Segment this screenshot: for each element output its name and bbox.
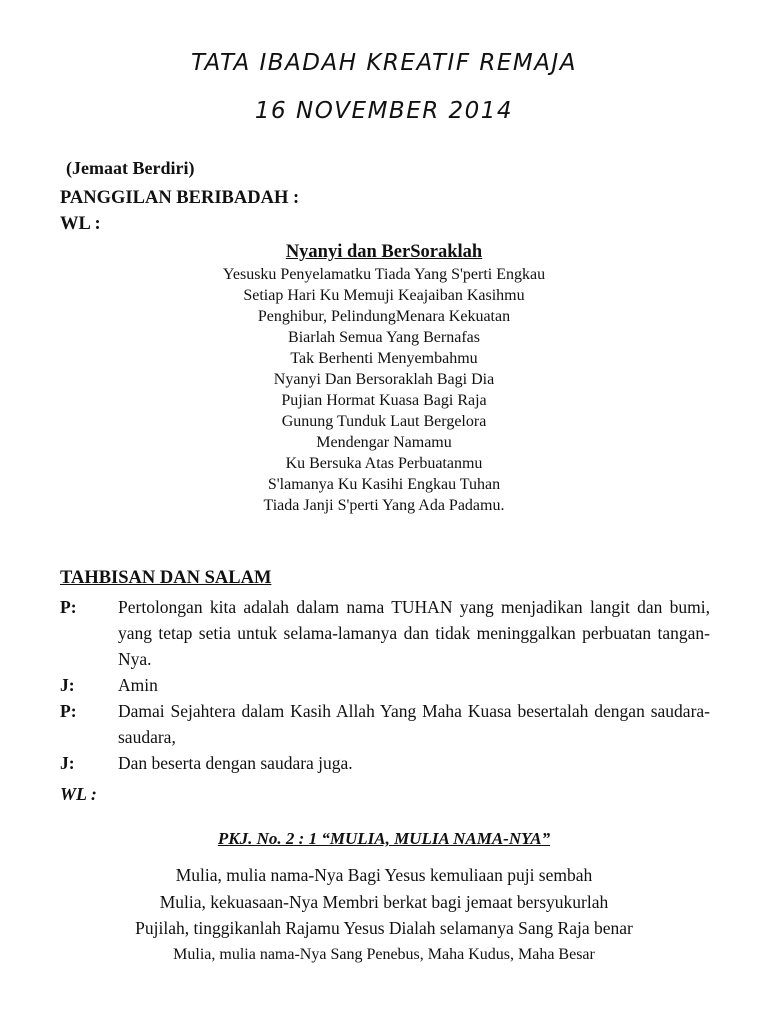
congregation-standing-note: (Jemaat Berdiri) [66,158,195,178]
dialog-role: J: [60,675,75,695]
dialog-text: Damai Sejahtera dalam Kasih Allah Yang Maha Kuasa besertalah dengan saudara-saudara, [118,701,710,747]
consecration-heading: TAHBISAN DAN SALAM [60,568,272,588]
document-date: 16 NOVEMBER 2014 [254,98,514,124]
lyric-line: Biarlah Semua Yang Bernafas [288,329,480,346]
worship-leader-label-2: WL : [60,784,97,804]
liturgy-dialog [60,594,710,776]
worship-leader-label: WL : [60,214,101,234]
dialog-role: P: [60,701,77,721]
lyric-line: Mendengar Namamu [316,434,452,451]
dialog-row [60,672,710,698]
dialog-row [60,594,710,672]
hymn-title: PKJ. No. 2 : 1 “MULIA, MULIA NAMA-NYA” [217,829,551,848]
hymn-line: Mulia, mulia nama-Nya Sang Penebus, Maha Kudus, Maha Besar [173,945,595,963]
lyric-line: Yesusku Penyelamatku Tiada Yang S'perti Engkau [222,266,546,283]
dialog-row [60,750,710,776]
hymn-line: Pujilah, tinggikanlah Rajamu Yesus Dialah selamanya Sang Raja benar [135,918,633,938]
lyric-line: Setiap Hari Ku Memuji Keajaiban Kasihmu [243,287,525,304]
lyric-line: Gunung Tunduk Laut Bergelora [281,413,487,430]
lyric-line: Ku Bersuka Atas Perbuatanmu [285,455,483,472]
lyric-line: Tiada Janji S'perti Yang Ada Padamu. [263,497,505,514]
dialog-role: J: [60,753,75,773]
lyric-line: Nyanyi Dan Bersoraklah Bagi Dia [273,371,495,388]
lyric-line: Tak Berhenti Menyembahmu [290,350,478,367]
call-to-worship-heading: PANGGILAN BERIBADAH : [60,188,300,208]
dialog-role: P: [60,597,77,617]
dialog-text: Pertolongan kita adalah dalam nama TUHAN yang menjadikan langit dan bumi, yang tetap setia untuk selama-lamanya dan tidak meninggalkan perbuatan tangan-Nya. [118,597,710,669]
hymn-line: Mulia, kekuasaan-Nya Membri berkat bagi jemaat bersyukurlah [159,891,609,912]
dialog-text: Amin [118,675,158,695]
dialog-row [60,698,710,750]
lyric-line: Penghibur, PelindungMenara Kekuatan [257,308,511,325]
document-title: TATA IBADAH KREATIF REMAJA [191,50,577,76]
hymn-lyrics [0,862,768,968]
song-title: Nyanyi dan BerSoraklah [285,242,483,262]
lyric-line: Pujian Hormat Kuasa Bagi Raja [281,392,487,409]
lyric-line: S'lamanya Ku Kasihi Engkau Tuhan [267,476,501,493]
hymn-line: Mulia, mulia nama-Nya Bagi Yesus kemuliaan puji sembah [175,865,593,885]
song-lyrics [0,264,768,516]
dialog-text: Dan beserta dengan saudara juga. [118,753,353,773]
